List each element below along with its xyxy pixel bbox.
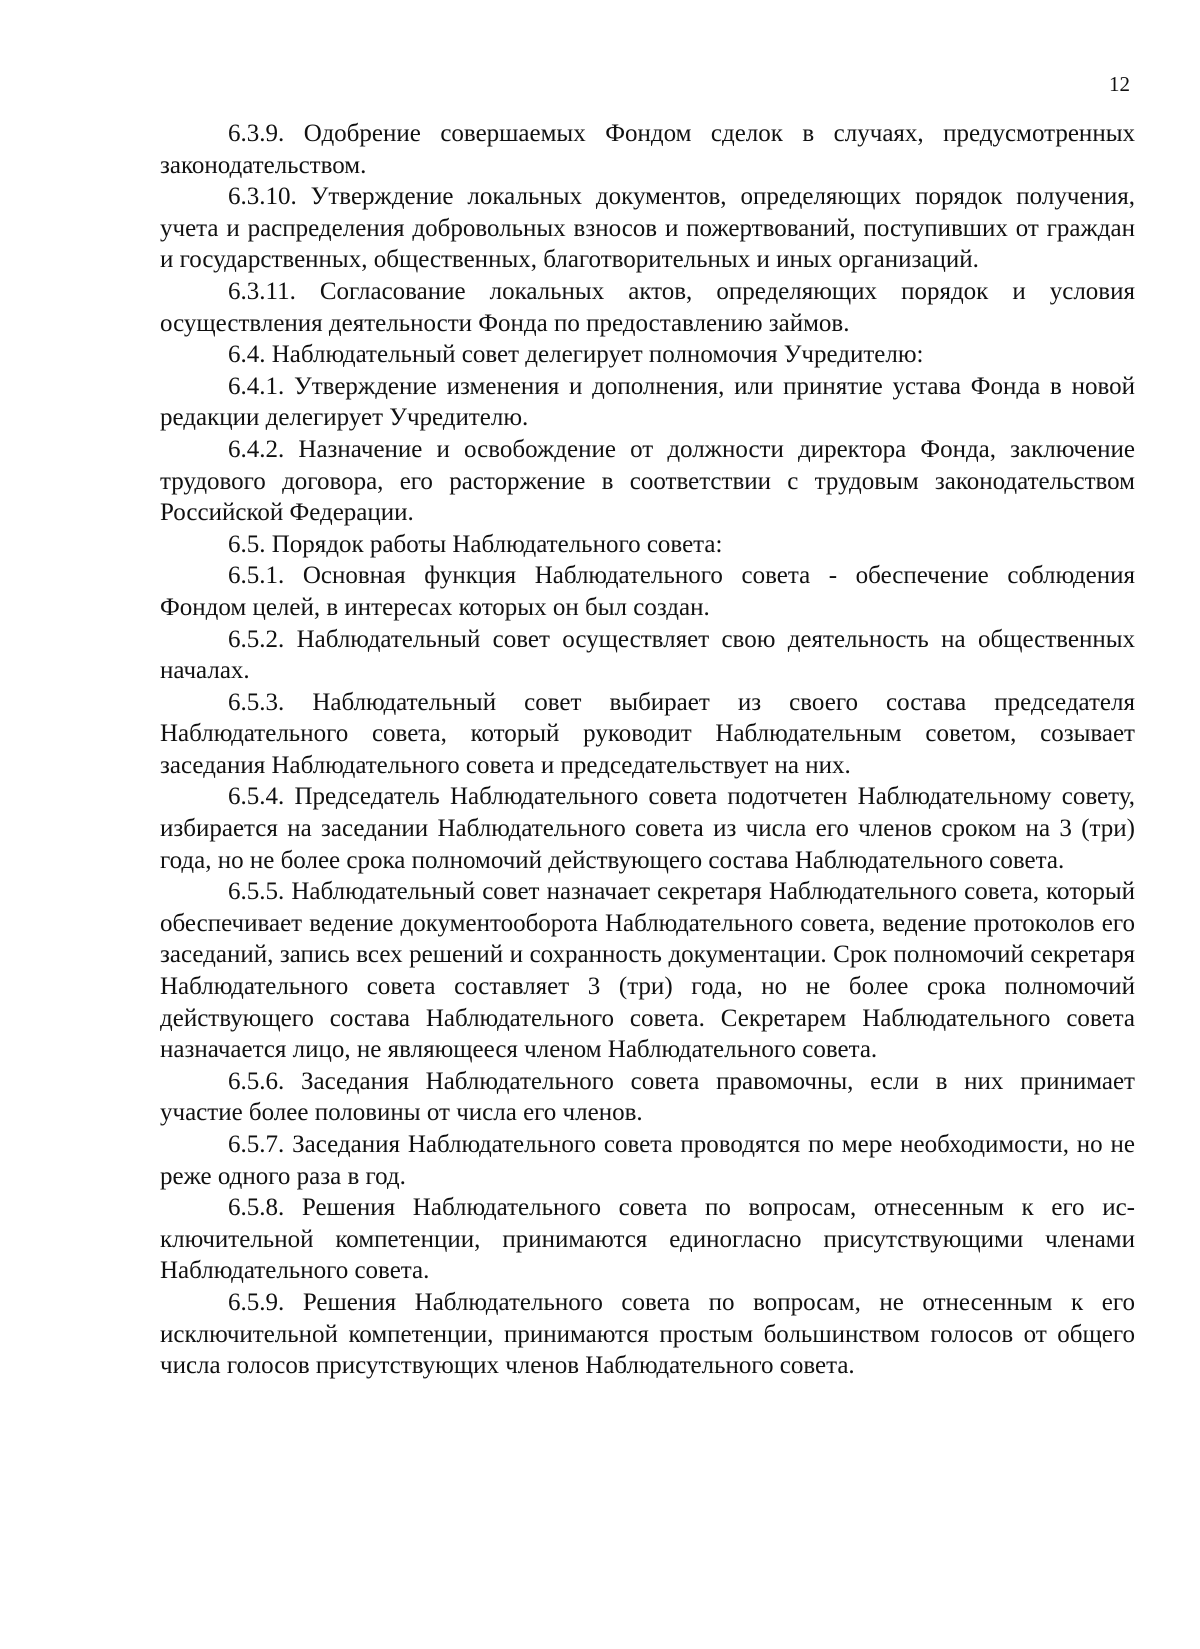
paragraph-6-4: 6.4. Наблюдательный совет делегирует полномочия Учредителю: <box>228 341 924 369</box>
paragraph-6-5-6: 6.5.6. Заседания Наблюдательного совета правомочны, если в них принимает участие более половины от числа его членов. <box>160 1067 1135 1127</box>
paragraph-6-5-9: 6.5.9. Решения Наблюдательного совета по вопросам, не отнесенным к его исключительной компетенции, принимаются простым большинством голосов от общего числа голосов присутствующих членов Наблюдательного совета. <box>160 1288 1135 1380</box>
document-body <box>160 118 1135 1382</box>
paragraph-6-4-2: 6.4.2. Назначение и освобождение от должности директора Фонда, заключение трудового договора, его расторжение в соответствии с трудовым законодательством Российской Федерации. <box>160 435 1135 527</box>
paragraph-6-3-11: 6.3.11. Согласование локальных актов, определяющих порядок и условия осуществления деятельности Фонда по предоставлению займов. <box>160 277 1135 337</box>
paragraph-6-5-2: 6.5.2. Наблюдательный совет осуществляет свою деятельность на общественных началах. <box>160 625 1135 685</box>
page-number: 12 <box>1109 72 1130 96</box>
paragraph-6-5: 6.5. Порядок работы Наблюдательного совета: <box>228 530 723 558</box>
paragraph-6-4-1: 6.4.1. Утверждение изменения и дополнения, или принятие устава Фонда в новой редакции делегирует Учредителю. <box>160 372 1135 432</box>
paragraph-6-5-3: 6.5.3. Наблюдательный совет выбирает из своего состава председателя Наблюдательного совета, который руководит Наблюдательным советом, созывает заседания Наблюдательного совета и председательствует на них. <box>160 688 1135 779</box>
paragraph-6-3-10: 6.3.10. Утверждение локальных документов, определяющих порядок получения, учета и распределения добровольных взносов и пожертвований, поступивших от граждан и государственных, общественных, благотворительных и иных организаций. <box>160 183 1135 274</box>
paragraph-6-5-1: 6.5.1. Основная функция Наблюдательного совета - обеспечение соблюдения Фондом целей, в интересах которых он был создан. <box>160 562 1135 621</box>
paragraph-6-5-7: 6.5.7. Заседания Наблюдательного совета проводятся по мере необходимости, но не реже одного раза в год. <box>160 1131 1135 1190</box>
paragraph-6-3-9: 6.3.9. Одобрение совершаемых Фондом сделок в случаях, предусмотренных законодательством. <box>160 120 1135 179</box>
paragraph-6-5-8: 6.5.8. Решения Наблюдательного совета по вопросам, отнесенным к его исключительной компетенции, принимаются единогласно присутствующими членами Наблюдательного совета. <box>160 1194 1135 1285</box>
paragraph-6-5-4: 6.5.4. Председатель Наблюдательного совета подотчетен Наблюдательному совету, избирается на заседании Наблюдательного совета из числа его членов сроком на 3 (три) года, но не более срока полномочий действующего состава Наблюдательного совета. <box>160 783 1135 874</box>
paragraph-6-5-5: 6.5.5. Наблюдательный совет назначает секретаря Наблюдательного совета, который обеспечивает ведение документооборота Наблюдательного совета, ведение протоколов его заседаний, запись всех решений и сохранность документации. Срок полномочий секретаря Наблюдательного совета составляет 3 (три) года, но не более срока полномочий действующего состава Наблюдательного совета. Секретарем Наблюдательного совета назначается лицо, не являющееся членом Наблюдательного совета. <box>160 878 1135 1064</box>
